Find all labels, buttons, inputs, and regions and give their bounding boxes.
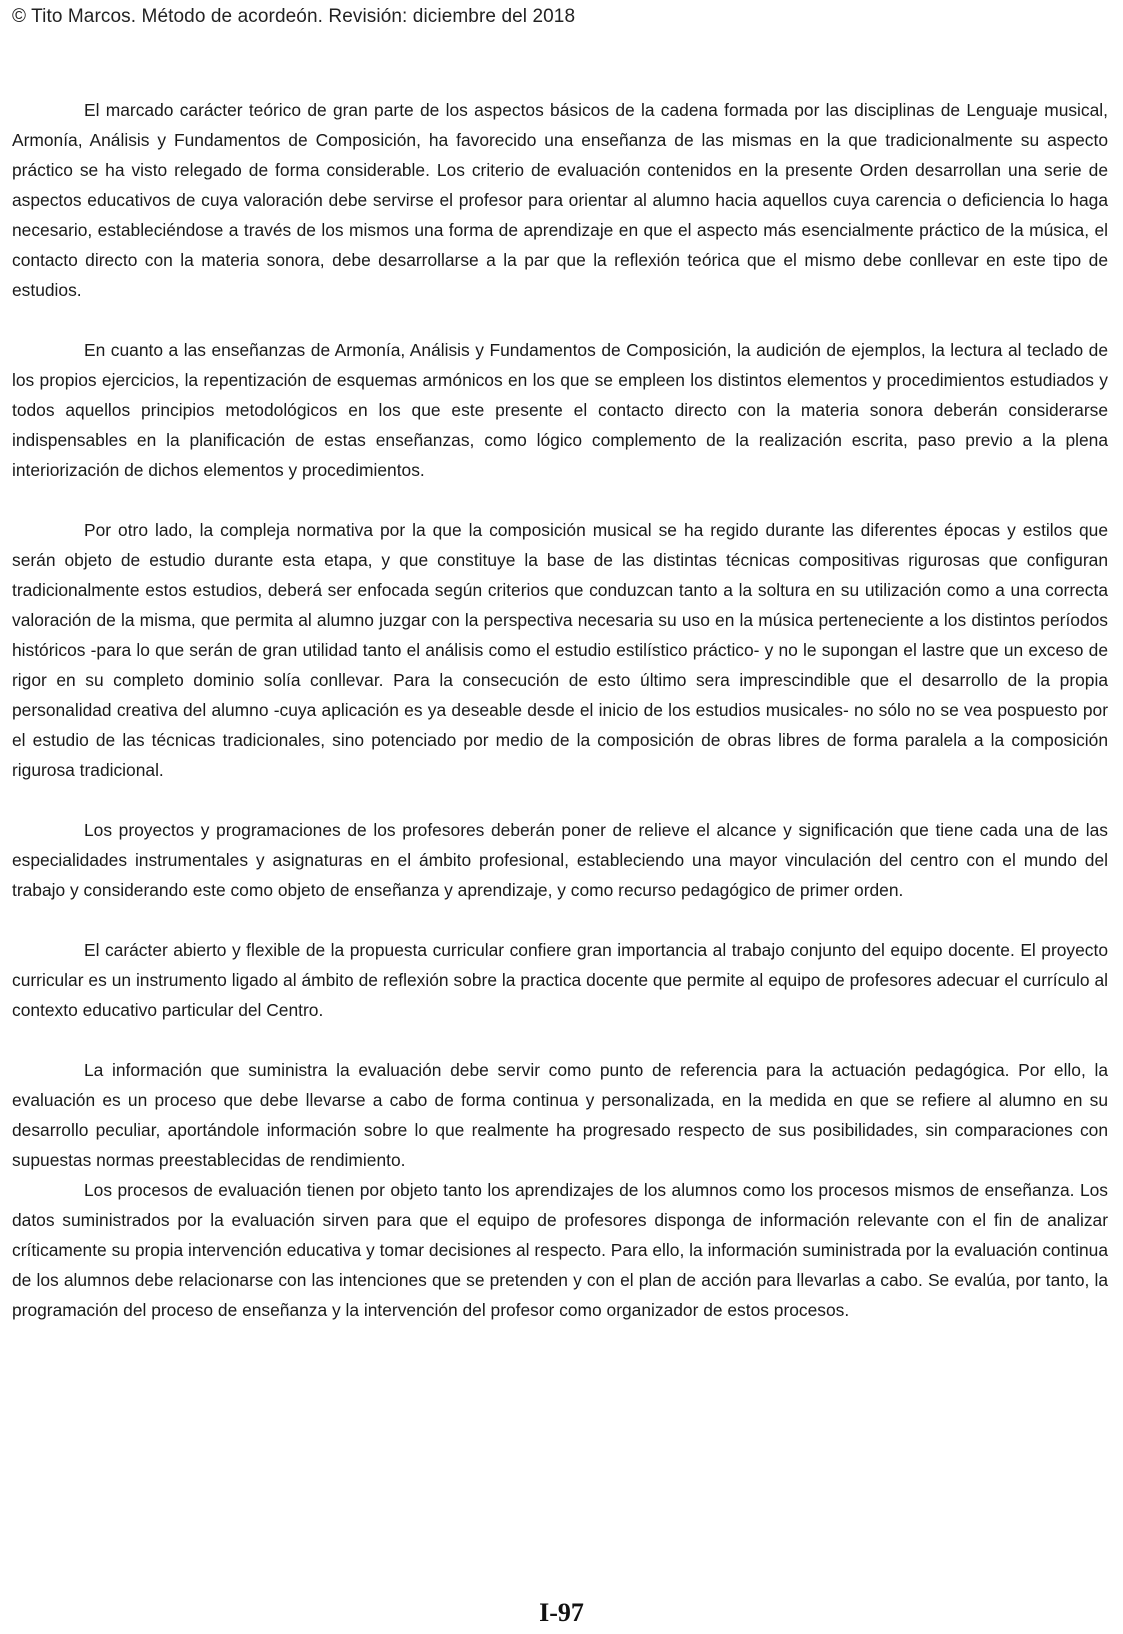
paragraph-3: Por otro lado, la compleja normativa por la que la composición musical se ha regido durante las diferentes épocas y estilos que serán objeto de estudio durante esta etapa, y que constituye la base de las distintas técnicas compositivas rigurosas que configuran tradicionalmente estos estudios, deberá ser enfocada según criterios que conduzcan tanto a la soltura en su utilización como a una correcta valoración de la misma, que permita al alumno juzgar con la perspectiva necesaria su uso en la música perteneciente a los distintos períodos históricos -para lo que serán de gran utilidad tanto el análisis como el estudio estilístico práctico- y no le supongan el lastre que un exceso de rigor en su completo dominio solía conllevar. Para la consecución de esto último sera imprescindible que el desarrollo de la propia personalidad creativa del alumno -cuya aplicación es ya deseable desde el inicio de los estudios musicales- no sólo no se vea pospuesto por el estudio de las técnicas tradicionales, sino potenciado por medio de la composición de obras libres de forma paralela a la composición rigurosa tradicional. (12, 520, 1108, 780)
paragraph-7: Los procesos de evaluación tienen por objeto tanto los aprendizajes de los alumnos como los procesos mismos de enseñanza. Los datos suministrados por la evaluación sirven para que el equipo de profesores disponga de información relevante con el fin de analizar críticamente su propia intervención educativa y tomar decisiones al respecto. Para ello, la información suministrada por la evaluación continua de los alumnos debe relacionarse con las intenciones que se pretenden y con el plan de acción para llevarlas a cabo. Se evalúa, por tanto, la programación del proceso de enseñanza y la intervención del profesor como organizador de estos procesos. (12, 1180, 1108, 1320)
paragraph-1: El marcado carácter teórico de gran parte de los aspectos básicos de la cadena formada por las disciplinas de Lenguaje musical, Armonía, Análisis y Fundamentos de Composición, ha favorecido una enseñanza de las mismas en la que tradicionalmente su aspecto práctico se ha visto relegado de forma considerable. Los criterio de evaluación contenidos en la presente Orden desarrollan una serie de aspectos educativos de cuya valoración debe servirse el profesor para orientar al alumno hacia aquellos cuya carencia o deficiencia lo haga necesario, estableciéndose a través de los mismos una forma de aprendizaje en que el aspecto más esencialmente práctico de la música, el contacto directo con la materia sonora, debe desarrollarse a la par que la reflexión teórica que el mismo debe conllevar en este tipo de estudios. (12, 100, 1108, 300)
document-body (12, 95, 1108, 1325)
paragraph-2: En cuanto a las enseñanzas de Armonía, Análisis y Fundamentos de Composición, la audición de ejemplos, la lectura al teclado de los propios ejercicios, la repentización de esquemas armónicos en los que se empleen los distintos elementos y procedimientos estudiados y todos aquellos principios metodológicos en los que este presente el contacto directo con la materia sonora deberán considerarse indispensables en la planificación de estas enseñanzas, como lógico complemento de la realización escrita, paso previo a la plena interiorización de dichos elementos y procedimientos. (12, 340, 1108, 480)
page-number: I-97 (539, 1598, 584, 1627)
page-header: © Tito Marcos. Método de acordeón. Revisión: diciembre del 2018 (12, 6, 576, 27)
paragraph-5: El carácter abierto y flexible de la propuesta curricular confiere gran importancia al trabajo conjunto del equipo docente. El proyecto curricular es un instrumento ligado al ámbito de reflexión sobre la practica docente que permite al equipo de profesores adecuar el currículo al contexto educativo particular del Centro. (12, 940, 1108, 1020)
paragraph-4: Los proyectos y programaciones de los profesores deberán poner de relieve el alcance y significación que tiene cada una de las especialidades instrumentales y asignaturas en el ámbito profesional, estableciendo una mayor vinculación del centro con el mundo del trabajo y considerando este como objeto de enseñanza y aprendizaje, y como recurso pedagógico de primer orden. (12, 820, 1108, 900)
paragraph-6: La información que suministra la evaluación debe servir como punto de referencia para la actuación pedagógica. Por ello, la evaluación es un proceso que debe llevarse a cabo de forma continua y personalizada, en la medida en que se refiere al alumno en su desarrollo peculiar, aportándole información sobre lo que realmente ha progresado respecto de sus posibilidades, sin comparaciones con supuestas normas preestablecidas de rendimiento. (12, 1060, 1108, 1170)
